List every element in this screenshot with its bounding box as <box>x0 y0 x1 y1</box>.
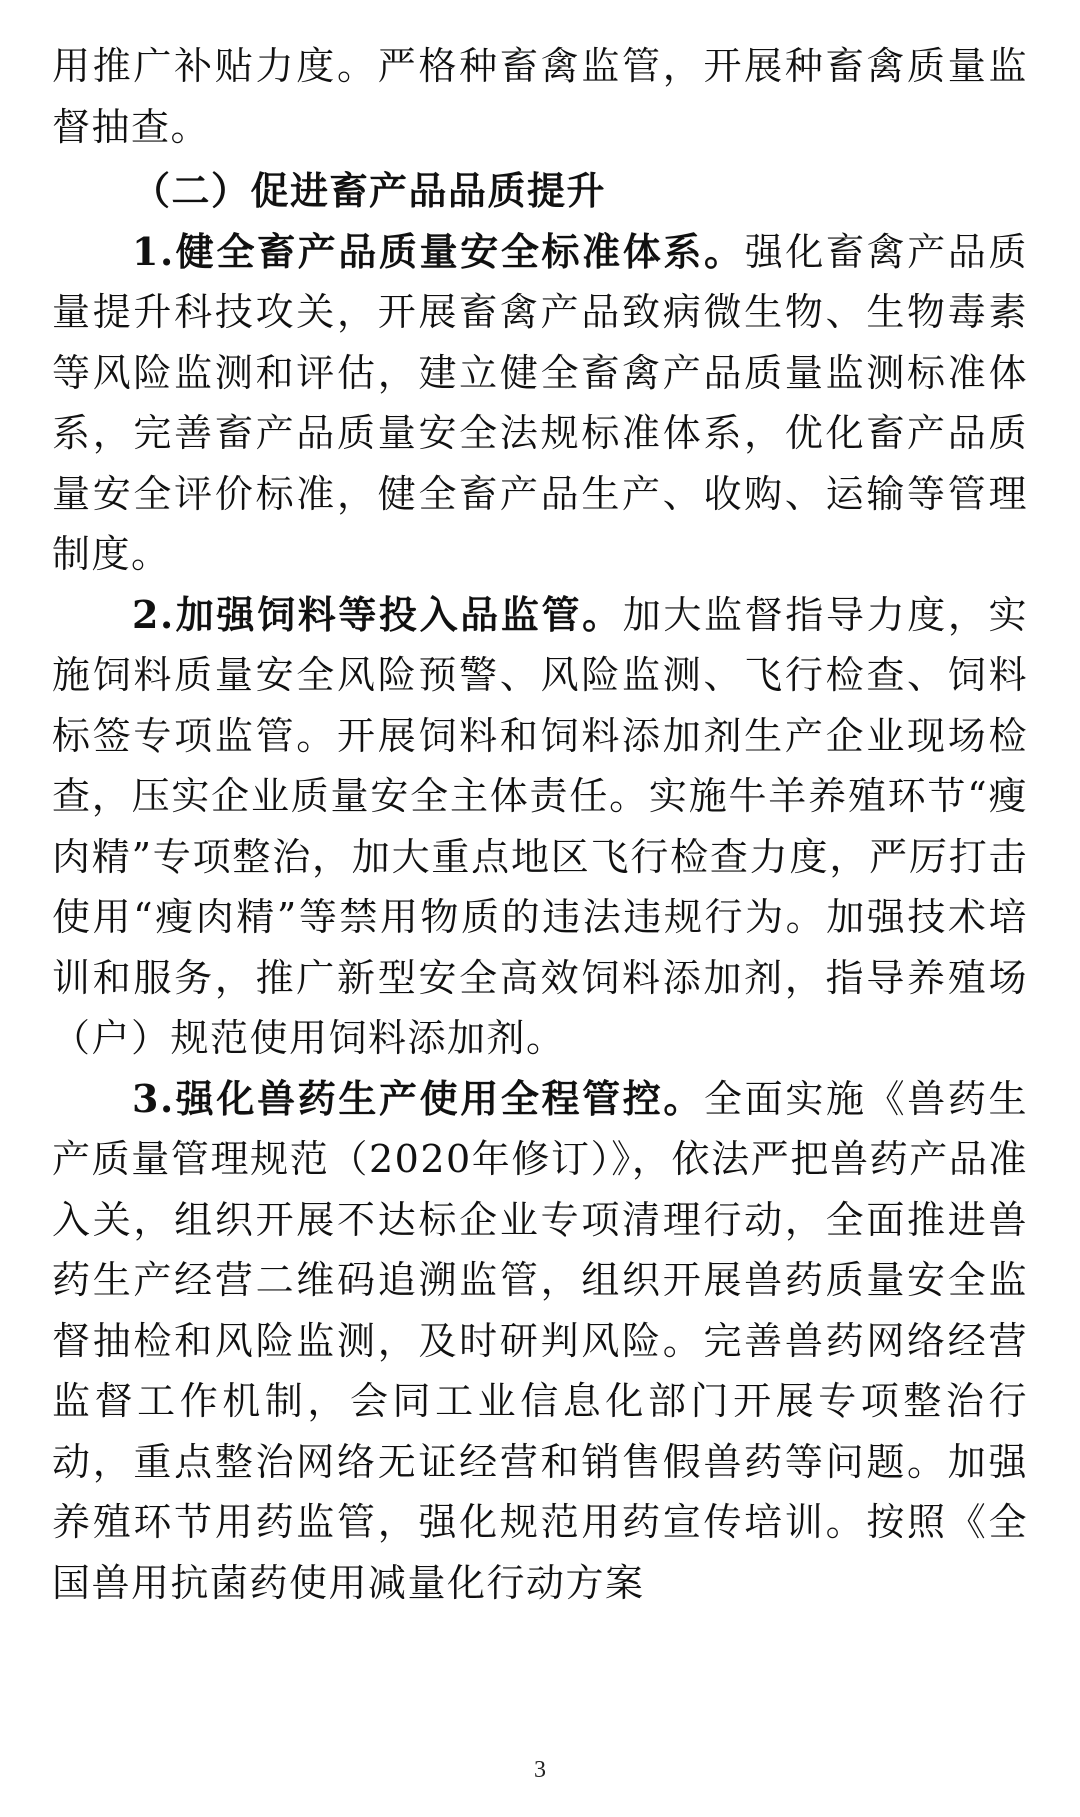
body-text <box>52 36 1028 1613</box>
section-heading: （二）促进畜产品品质提升 <box>132 168 607 213</box>
item-3-body: 全面实施《兽药生产质量管理规范（2020年修订）》，依法严把兽药产品准入关，组织开展不达标企业专项清理行动，全面推进兽药生产经营二维码追溯监管，组织开展兽药质量安全监督抽检和风险监测，及时研判风险。完善兽药网络经营监督工作机制，会同工业信息化部门开展专项整治行动，重点整治网络无证经营和销售假兽药等问题。加强养殖环节用药监管，强化规范用药宣传培训。按照《全国兽用抗菌药使用减量化行动方案 <box>52 1076 1028 1605</box>
item-1-paragraph <box>52 222 1028 585</box>
item-3-paragraph <box>52 1069 1028 1614</box>
item-3-lead: 3.强化兽药生产使用全程管控。 <box>132 1075 705 1121</box>
item-2-lead: 2.加强饲料等投入品监管。 <box>132 591 623 637</box>
page-number: 3 <box>534 1757 546 1783</box>
item-2-paragraph <box>52 585 1028 1069</box>
continuation-paragraph: 用推广补贴力度。严格种畜禽监管，开展种畜禽质量监督抽查。 <box>52 44 1028 149</box>
item-2-body: 加大监督指导力度，实施饲料质量安全风险预警、风险监测、飞行检查、饲料标签专项监管。开展饲料和饲料添加剂生产企业现场检查，压实企业质量安全主体责任。实施牛羊养殖环节“瘦肉精”专项整治，加大重点地区飞行检查力度，严厉打击使用“瘦肉精”等禁用物质的违法违规行为。加强技术培训和服务，推广新型安全高效饲料添加剂，指导养殖场（户）规范使用饲料添加剂。 <box>52 592 1028 1060</box>
item-1-lead: 1.健全畜产品质量安全标准体系。 <box>132 228 745 274</box>
item-1-body: 强化畜禽产品质量提升科技攻关，开展畜禽产品致病微生物、生物毒素等风险监测和评估，建立健全畜禽产品质量监测标准体系，完善畜产品质量安全法规标准体系，优化畜产品质量安全评价标准，健全畜产品生产、收购、运输等管理制度。 <box>52 229 1028 576</box>
